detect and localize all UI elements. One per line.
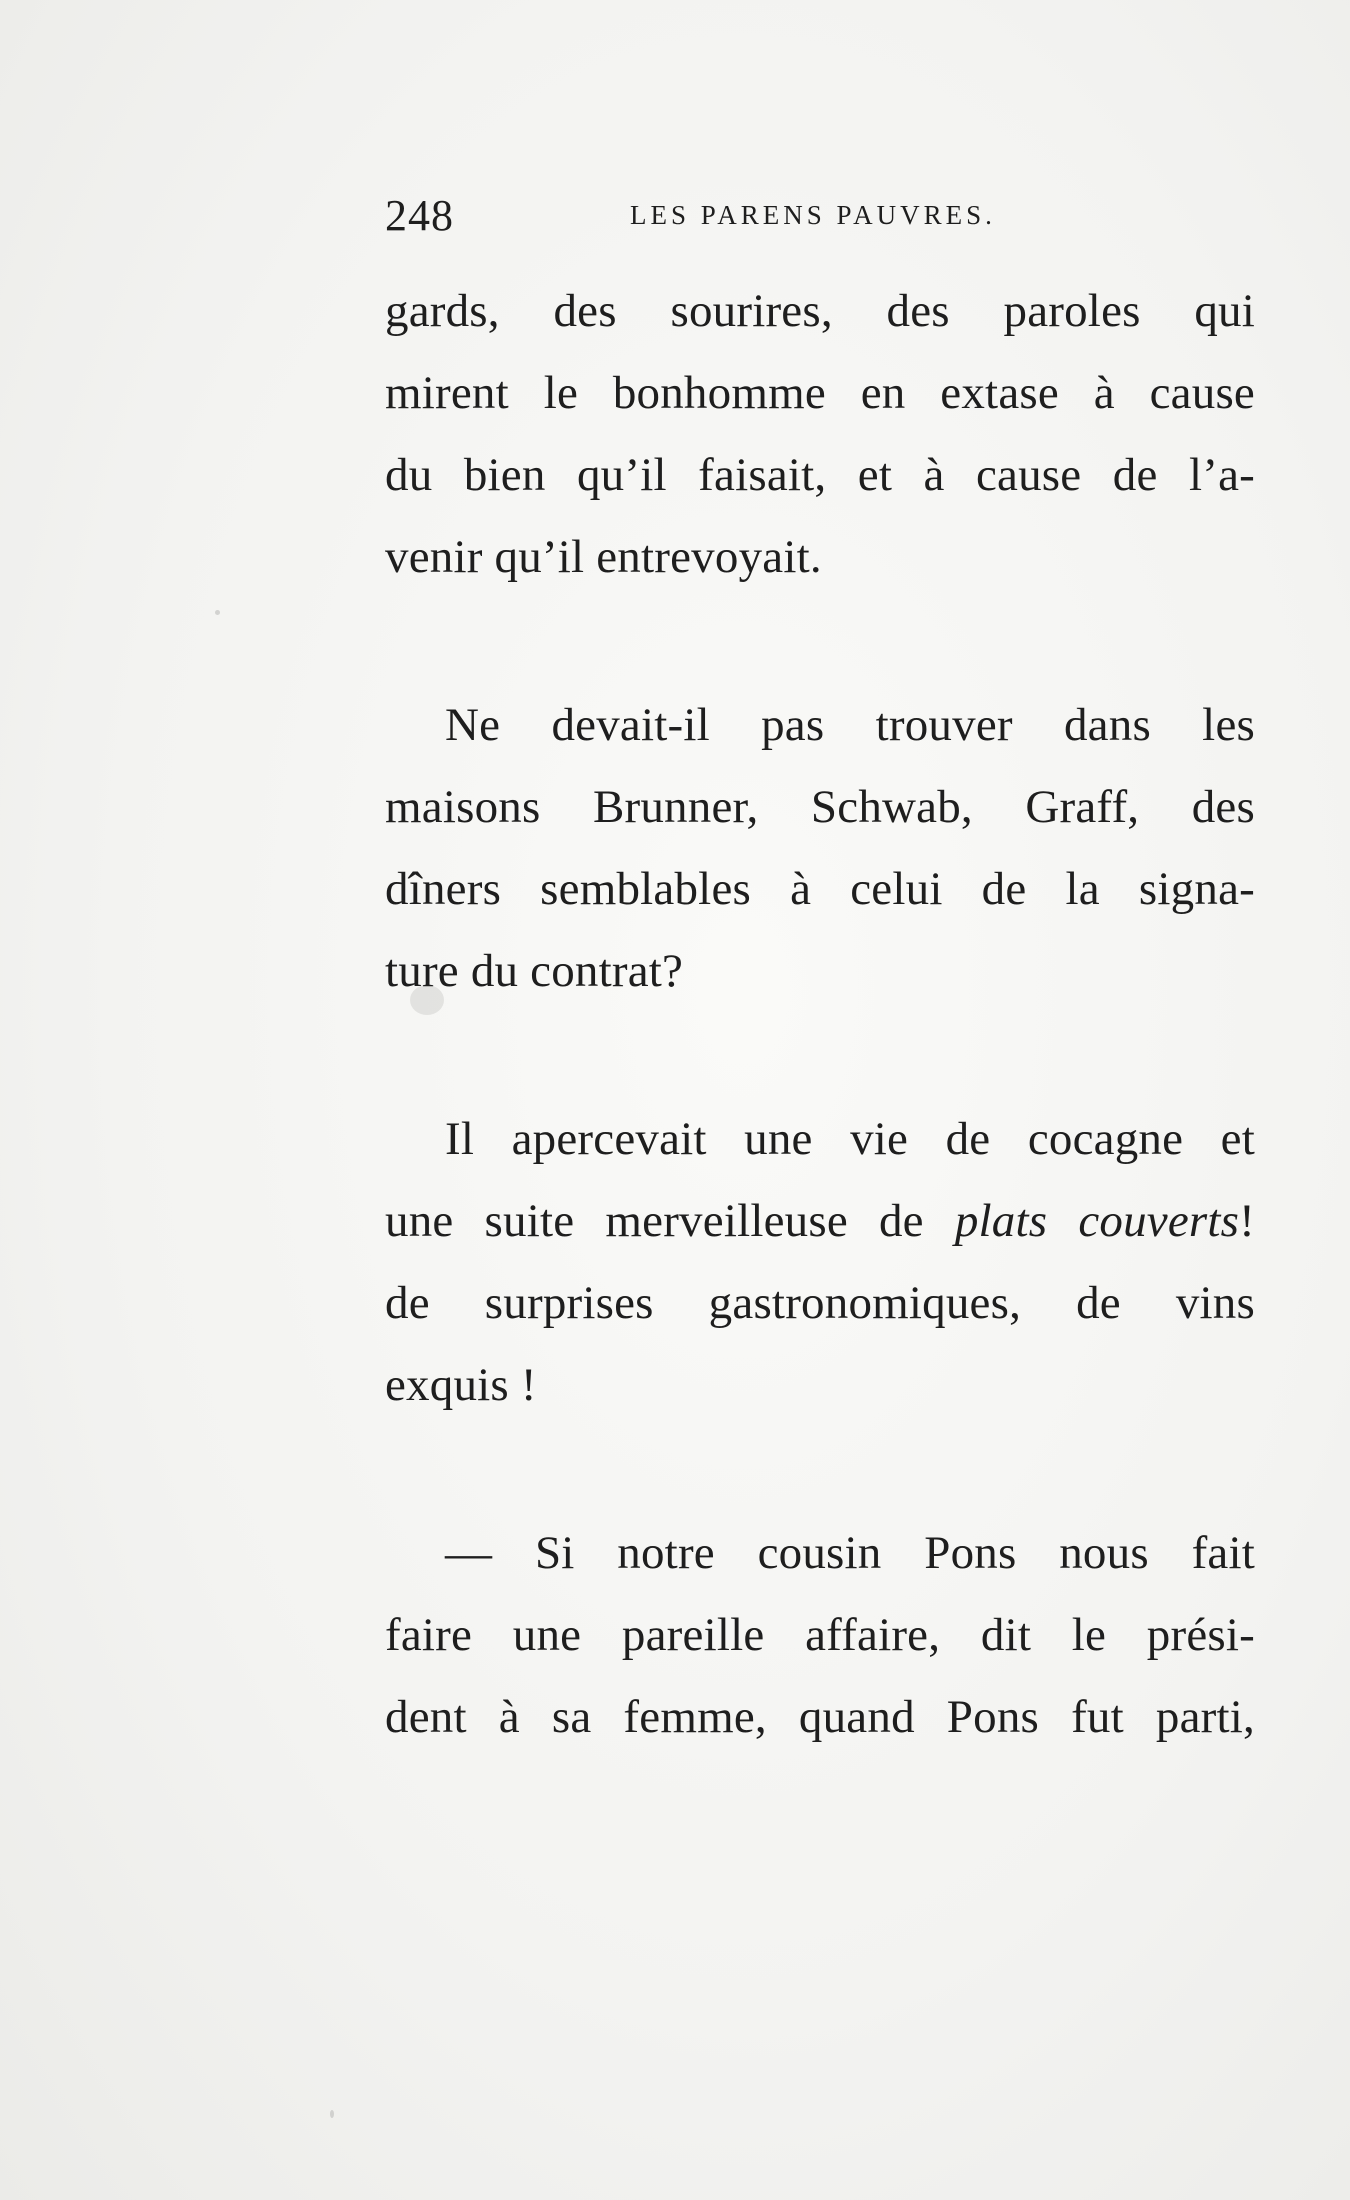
- text-run: !: [1239, 1195, 1255, 1247]
- text-line: — Si notre cousin Pons nous fait: [445, 1527, 1255, 1579]
- italic-phrase: plats couverts: [954, 1195, 1240, 1247]
- paper-spot: [215, 610, 220, 615]
- paragraph: [385, 1098, 1255, 1426]
- text-run: une suite merveilleuse de: [385, 1195, 924, 1247]
- running-title: LES PARENS PAUVRES.: [630, 200, 996, 230]
- text-line: [385, 1180, 1255, 1262]
- body-text: [385, 270, 1255, 1758]
- paragraph: [385, 1512, 1255, 1758]
- text-line: exquis !: [385, 1359, 537, 1411]
- text-line: dent à sa femme, quand Pons fut parti,: [385, 1691, 1255, 1743]
- text-line: Il apercevait une vie de cocagne et: [445, 1113, 1255, 1165]
- text-line: faire une pareille affaire, dit le prési-: [385, 1609, 1255, 1661]
- text-line: gards, des sourires, des paroles qui: [385, 285, 1255, 337]
- paragraph: [385, 684, 1255, 1012]
- paper-spot: [330, 2110, 334, 2118]
- text-line: ture du contrat?: [385, 945, 684, 997]
- text-line: mirent le bonhomme en extase à cause: [385, 367, 1255, 419]
- page-header: [385, 190, 1255, 250]
- text-line: venir qu’il entrevoyait.: [385, 531, 822, 583]
- text-line: dîners semblables à celui de la signa-: [385, 863, 1255, 915]
- text-line: Ne devait-il pas trouver dans les: [445, 699, 1255, 751]
- text-line: de surprises gastronomiques, de vins: [385, 1277, 1255, 1329]
- text-line: du bien qu’il faisait, et à cause de l’a-: [385, 449, 1255, 501]
- text-line: maisons Brunner, Schwab, Graff, des: [385, 781, 1255, 833]
- paragraph: [385, 270, 1255, 598]
- page-number: 248: [385, 191, 454, 240]
